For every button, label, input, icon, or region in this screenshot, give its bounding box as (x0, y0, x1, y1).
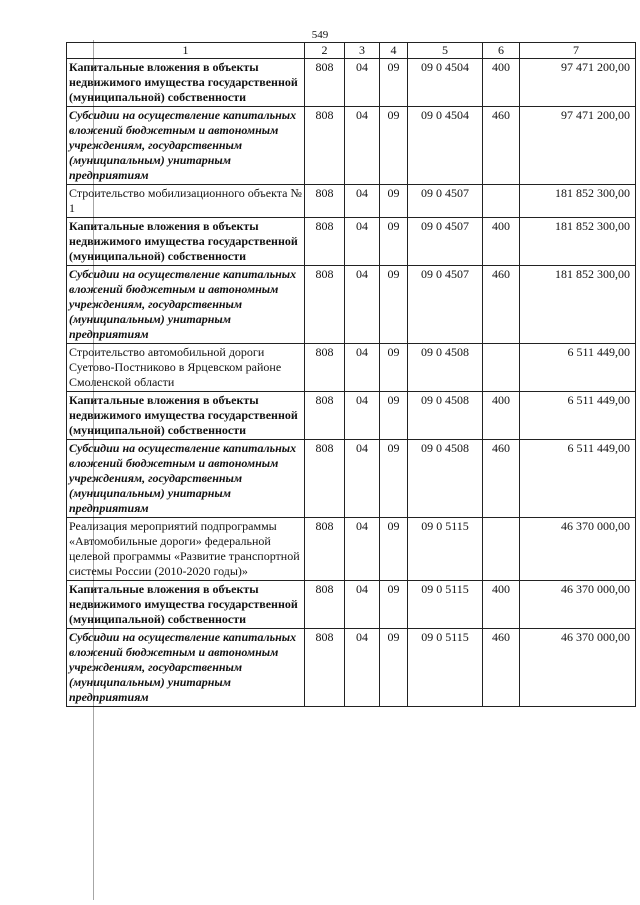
cell-col-6: 400 (483, 218, 520, 266)
cell-col-5: 09 0 5115 (408, 581, 483, 629)
cell-name: Капитальные вложения в объекты недвижимого имущества государственной (муниципальной) собственности (67, 59, 305, 107)
cell-col-4: 09 (380, 518, 408, 581)
cell-col-3: 04 (345, 107, 380, 185)
cell-col-3: 04 (345, 440, 380, 518)
table-header-row (67, 43, 636, 59)
cell-col-2: 808 (305, 266, 345, 344)
cell-col-3: 04 (345, 218, 380, 266)
cell-col-6 (483, 344, 520, 392)
cell-col-5: 09 0 5115 (408, 518, 483, 581)
cell-col-5: 09 0 4508 (408, 440, 483, 518)
cell-amount: 6 511 449,00 (520, 344, 636, 392)
cell-col-4: 09 (380, 344, 408, 392)
cell-col-3: 04 (345, 59, 380, 107)
cell-col-5: 09 0 4504 (408, 107, 483, 185)
cell-col-4: 09 (380, 581, 408, 629)
cell-col-2: 808 (305, 440, 345, 518)
header-col-3: 3 (345, 43, 380, 59)
cell-name: Субсидии на осуществление капитальных вложений бюджетным и автономным учреждениям, государственным (муниципальным) унитарным предприятиям (67, 107, 305, 185)
cell-amount: 6 511 449,00 (520, 440, 636, 518)
budget-table (66, 42, 636, 707)
cell-col-4: 09 (380, 185, 408, 218)
cell-col-5: 09 0 4507 (408, 266, 483, 344)
cell-col-6: 460 (483, 440, 520, 518)
cell-col-5: 09 0 5115 (408, 629, 483, 707)
cell-name: Субсидии на осуществление капитальных вложений бюджетным и автономным учреждениям, государственным (муниципальным) унитарным предприятиям (67, 629, 305, 707)
cell-col-6: 400 (483, 392, 520, 440)
header-col-1: 1 (67, 43, 305, 59)
table-row (67, 581, 636, 629)
cell-amount: 97 471 200,00 (520, 107, 636, 185)
cell-amount: 6 511 449,00 (520, 392, 636, 440)
cell-col-4: 09 (380, 392, 408, 440)
cell-amount: 46 370 000,00 (520, 581, 636, 629)
cell-col-4: 09 (380, 218, 408, 266)
cell-col-6: 460 (483, 107, 520, 185)
table-row (67, 629, 636, 707)
cell-name: Капитальные вложения в объекты недвижимого имущества государственной (муниципальной) собственности (67, 218, 305, 266)
table-row (67, 440, 636, 518)
cell-col-3: 04 (345, 581, 380, 629)
table-row (67, 266, 636, 344)
cell-name: Строительство автомобильной дороги Суетово-Постниково в Ярцевском районе Смоленской области (67, 344, 305, 392)
cell-col-3: 04 (345, 266, 380, 344)
cell-col-2: 808 (305, 107, 345, 185)
table-row (67, 185, 636, 218)
cell-col-6 (483, 185, 520, 218)
cell-name: Субсидии на осуществление капитальных вложений бюджетным и автономным учреждениям, государственным (муниципальным) унитарным предприятиям (67, 266, 305, 344)
header-col-7: 7 (520, 43, 636, 59)
cell-col-2: 808 (305, 392, 345, 440)
cell-col-2: 808 (305, 185, 345, 218)
cell-col-6 (483, 518, 520, 581)
cell-col-2: 808 (305, 518, 345, 581)
cell-col-5: 09 0 4508 (408, 392, 483, 440)
header-col-2: 2 (305, 43, 345, 59)
cell-col-2: 808 (305, 218, 345, 266)
cell-name: Реализация мероприятий подпрограммы «Автомобильные дороги» федеральной целевой программы «Развитие транспортной системы России (2010-2020 годы)» (67, 518, 305, 581)
header-col-4: 4 (380, 43, 408, 59)
cell-col-5: 09 0 4507 (408, 218, 483, 266)
cell-col-2: 808 (305, 59, 345, 107)
cell-name: Строительство мобилизационного объекта № 1 (67, 185, 305, 218)
cell-col-6: 460 (483, 266, 520, 344)
table-row (67, 59, 636, 107)
cell-amount: 46 370 000,00 (520, 629, 636, 707)
table-row (67, 107, 636, 185)
cell-amount: 181 852 300,00 (520, 218, 636, 266)
cell-col-4: 09 (380, 266, 408, 344)
table-body (67, 59, 636, 707)
cell-col-6: 460 (483, 629, 520, 707)
cell-col-4: 09 (380, 107, 408, 185)
cell-name: Капитальные вложения в объекты недвижимого имущества государственной (муниципальной) собственности (67, 392, 305, 440)
cell-col-4: 09 (380, 629, 408, 707)
cell-col-4: 09 (380, 440, 408, 518)
header-col-6: 6 (483, 43, 520, 59)
cell-col-6: 400 (483, 59, 520, 107)
cell-col-3: 04 (345, 185, 380, 218)
cell-col-3: 04 (345, 518, 380, 581)
cell-col-3: 04 (345, 392, 380, 440)
cell-col-2: 808 (305, 629, 345, 707)
cell-col-5: 09 0 4508 (408, 344, 483, 392)
table-row (67, 344, 636, 392)
cell-name: Капитальные вложения в объекты недвижимого имущества государственной (муниципальной) собственности (67, 581, 305, 629)
cell-col-2: 808 (305, 344, 345, 392)
cell-amount: 181 852 300,00 (520, 266, 636, 344)
cell-col-2: 808 (305, 581, 345, 629)
table-row (67, 518, 636, 581)
cell-col-5: 09 0 4504 (408, 59, 483, 107)
cell-amount: 46 370 000,00 (520, 518, 636, 581)
table-row (67, 392, 636, 440)
header-col-5: 5 (408, 43, 483, 59)
page-number: 549 (311, 29, 329, 41)
cell-col-3: 04 (345, 629, 380, 707)
cell-col-5: 09 0 4507 (408, 185, 483, 218)
table-row (67, 218, 636, 266)
cell-col-4: 09 (380, 59, 408, 107)
cell-name: Субсидии на осуществление капитальных вложений бюджетным и автономным учреждениям, государственным (муниципальным) унитарным предприятиям (67, 440, 305, 518)
cell-col-3: 04 (345, 344, 380, 392)
cell-col-6: 400 (483, 581, 520, 629)
cell-amount: 181 852 300,00 (520, 185, 636, 218)
cell-amount: 97 471 200,00 (520, 59, 636, 107)
scan-artifact-line (93, 40, 94, 900)
